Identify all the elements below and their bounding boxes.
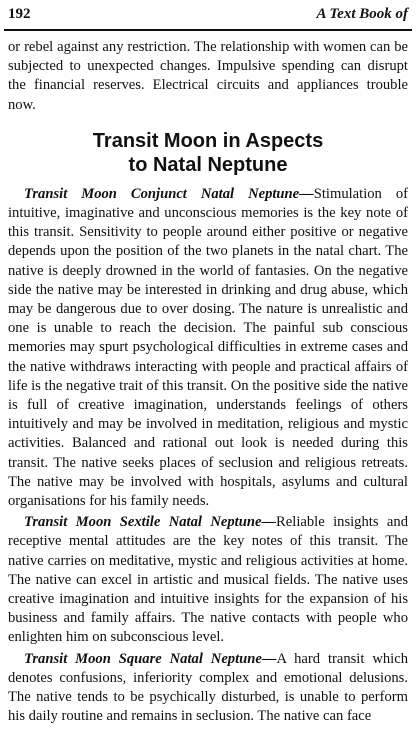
running-title: A Text Book of xyxy=(316,6,408,22)
entry-dash: — xyxy=(299,185,314,202)
entry-conjunct xyxy=(8,185,408,511)
entry-term: Transit Moon Square Natal Neptune xyxy=(24,650,262,667)
page-body xyxy=(8,38,408,729)
entry-text: Reliable insights and receptive mental attitudes are the key notes of this transit. The native carries on meditative, mystic and religious activities at home. The native can excel in artistic and musical fields. The native uses creative imagination and intuitive insights for the expansion of his business and family affairs. The native contacts with people who enlighten him on subconscious level. xyxy=(8,514,408,646)
entry-term: Transit Moon Sextile Natal Neptune xyxy=(24,514,262,531)
entry-text: Stimulation of intuitive, imaginative and unconscious memories is the key note of this transit. Sensitivity to people around either positive or negative depends upon the position of the two planets in the natal chart. The native is deeply drowned in the world of fantasies. On the negative side the native may be interested in drinking and drug abuse, which may be dangerous due to over dosing. The nature is unrealistic and one is unable to reach the decision. The painful sub conscious memories may spurt psychological difficulties in extreme cases and the native withdraws interacting with people and practical affairs of life is the negative trait of this transit. On the positive side the native is full of creative imagination, understands feelings of others intuitively and may be involved in meditation, religious and mystic activities. Balanced and rational out look is needed during this transit. The native seeks places of seclusion and religious retreats. The native may be involved with hospitals, asylums and cultural organisations for his family needs. xyxy=(8,185,408,510)
page-number: 192 xyxy=(8,6,31,22)
section-heading-line1: Transit Moon in Aspects xyxy=(92,129,324,152)
entry-dash: — xyxy=(261,650,277,667)
header-rule xyxy=(4,29,412,31)
section-heading-line2: to Natal Neptune xyxy=(128,153,288,176)
entry-square xyxy=(8,650,408,727)
section-heading xyxy=(8,129,408,177)
intro-paragraph: or rebel against any restriction. The relationship with women can be subjected to unexpected changes. Impulsive spending can disrupt the financial reserves. Electrical circuits and appliances trouble now. xyxy=(8,39,408,113)
page-header xyxy=(8,6,408,30)
entry-dash: — xyxy=(261,514,277,531)
entry-sextile xyxy=(8,513,408,647)
entry-text: A hard transit which denotes confusions, inferiority complex and emotional delusions. The native tends to be psychically disturbed, is unable to perform his daily routine and remains in seclusion. The native can face xyxy=(8,650,408,725)
entry-term: Transit Moon Conjunct Natal Neptune xyxy=(24,185,300,202)
